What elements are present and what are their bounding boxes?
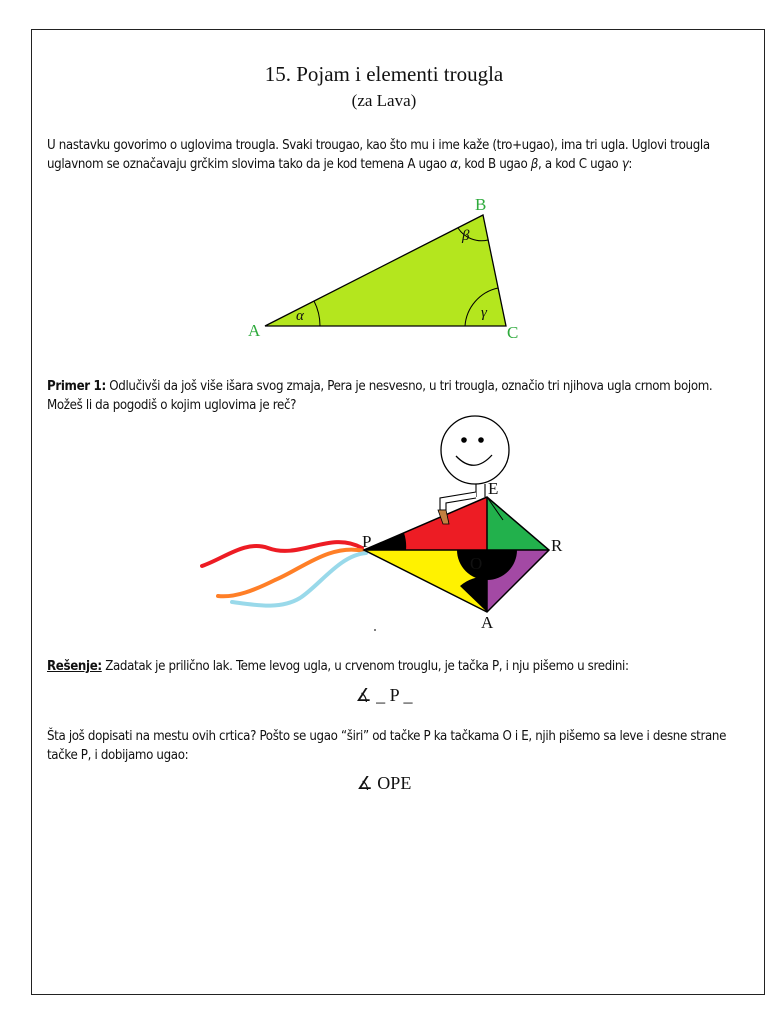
ribbon-blue	[232, 553, 366, 606]
intro-text-3: , a kod C ugao	[538, 157, 622, 172]
angle-beta-label: β	[462, 228, 470, 244]
example-label: Primer 1:	[47, 379, 106, 394]
greek-gamma: γ	[621, 157, 629, 172]
formula-angle-ope: ∡ OPE	[356, 773, 412, 793]
kite-figure	[200, 410, 580, 635]
point-e-label: E	[488, 479, 499, 498]
vertex-b-label: B	[475, 195, 487, 214]
figure-eye-left	[461, 437, 467, 443]
figure-body	[476, 484, 485, 497]
greek-alpha: α	[450, 157, 458, 172]
angle-gamma-label: γ	[481, 305, 487, 321]
greek-beta: β	[530, 157, 539, 172]
page-subtitle: (za Lava)	[351, 91, 417, 110]
question-paragraph: Šta još dopisati na mestu ovih crtica? Pošto se ugao “širi” od tačke P ka tačkama O i E, njih pišemo sa leve i desne strane tačke P, i dobijamo ugao:	[47, 729, 727, 763]
solution-paragraph	[47, 657, 727, 676]
figure-eye-right	[478, 437, 484, 443]
solution-text: Zadatak je prilično lak. Teme levog ugla, u crvenom trouglu, je tačka P, i nju pišemo u sredini:	[101, 659, 629, 674]
figure-head	[441, 416, 509, 484]
stray-dot	[374, 629, 376, 631]
point-r-label: R	[551, 536, 563, 555]
page-title: 15. Pojam i elementi trougla	[264, 62, 504, 86]
intro-text-2: , kod B ugao	[457, 157, 531, 172]
point-o-label: O	[470, 554, 483, 573]
triangle-figure	[240, 192, 530, 347]
intro-paragraph	[47, 136, 727, 174]
intro-text-1: U nastavku govorimo o uglovima trougla. Svaki trougao, kao što mu i ime kaže (tro+ugao), ima tri ugla. Uglovi trougla uglavnom se označavaju grčkim slovima tako da je kod temena A ugao	[47, 138, 710, 172]
ribbon-orange	[218, 550, 364, 597]
vertex-a-label: A	[248, 321, 261, 340]
point-p-label: P	[362, 532, 372, 551]
point-a-label: A	[481, 613, 494, 632]
formula-angle-blank: ∡ _ P _	[355, 685, 413, 705]
angle-alpha-label: α	[296, 308, 304, 324]
ribbon-red	[202, 542, 362, 566]
vertex-c-label: C	[507, 323, 519, 342]
solution-label: Rešenje:	[47, 659, 102, 674]
intro-text-4: :	[628, 157, 633, 172]
example-text: Odlučivši da još više išara svog zmaja, Pera je nesvesno, u tri trougla, označio tri njihova ugla crnom bojom. Možeš li da pogodiš o kojim uglovima je reč?	[47, 379, 713, 413]
